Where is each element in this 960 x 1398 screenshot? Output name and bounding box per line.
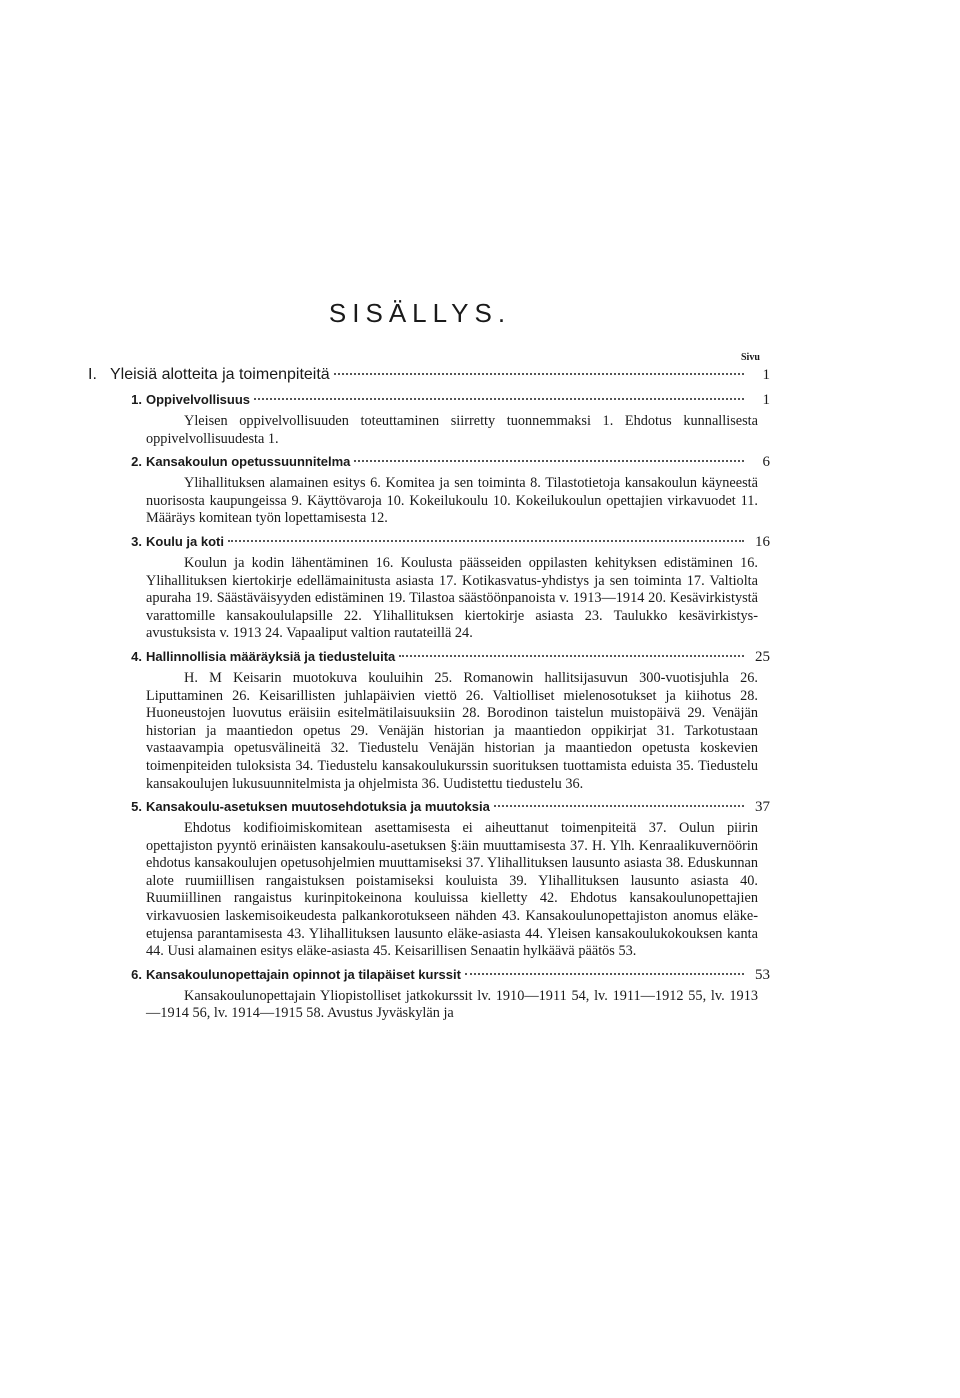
main-entry-number: I. — [88, 366, 97, 383]
section-page: 1 — [762, 392, 770, 408]
toc-main-entry — [88, 366, 770, 392]
section-description: H. M Keisarin muotokuva kouluihin 25. Romanowin hallitsijasuvun 300-vuotisjuhla 26. Liputtaminen 26. Keisarillisten juhlapäivien viettö 26. Valtiolliset mielenosotukset ja kiihotus 28. Huoneustojen luovutus eräisiin esitelmätilaisuuksiin 28. Borodinon taistelun muistopäivä 29. Venäjän historian ja maantiedon opetus 29. Venäjän historian ja maantiedon oppikirjat 31. Tarkotustaan vastaavampia opetusvälineitä 32. Tiedustelu Venäjän historian ja maantiedon opetusta koskevien toimenpiteiden tuloksista 34. Tiedustelu kansakoulukurssin suorituksen tuottamista eduista 35. Tiedustelu kansakoulujen lukusuunnitelmista ja ohjelmista 36. Uudistettu tiedustelu 36. — [146, 669, 758, 792]
toc-section-4 — [88, 649, 770, 670]
section-description: Yleisen oppivelvollisuuden toteuttaminen siirretty tuonnemmaksi 1. Ehdotus kunnallisesta oppivelvollisuudesta 1. — [146, 413, 758, 447]
section-page: 25 — [755, 648, 770, 665]
section-label: Kansakoulun opetussuunnitelma — [146, 454, 351, 470]
section-description: Kansakoulunopettajain Yliopistolliset jatkokurssit lv. 1910—1911 54, lv. 1911—1912 55, lv. 1913—1914 56, lv. 1914—1915 58. Avustus Jyväskylän ja — [146, 987, 758, 1022]
leader-dots — [254, 398, 744, 400]
toc-section-5 — [88, 799, 770, 820]
section-description: Ylihallituksen alamainen esitys 6. Komitea ja sen toiminta 8. Tilastotietoja kansakoulun käyneestä nuorisosta kaupungeissa 9. Käyttövaroja 10. Kokeilukoulu 10. Kokeilukoulun opettajien virkavuodet 11. Määräys komitean työn lopettamisesta 12. — [146, 475, 758, 527]
toc-section-6 — [88, 967, 770, 988]
leader-dots — [334, 373, 744, 375]
section-number: 4. — [131, 648, 142, 664]
toc-section-3 — [88, 534, 770, 555]
section-page: 6 — [762, 454, 770, 471]
section-label: Koulu ja koti — [146, 533, 224, 549]
section-label: Hallinnollisia määräyksiä ja tiedusteluita — [146, 648, 396, 664]
toc-section-2 — [88, 454, 770, 475]
section-label: Kansakoulu-asetuksen muutosehdotuksia ja muutoksia — [146, 799, 490, 815]
section-page: 53 — [755, 966, 770, 983]
leader-dots — [399, 655, 744, 657]
main-entry-label: Yleisiä alotteita ja toimenpiteitä — [110, 366, 330, 383]
section-number: 5. — [131, 799, 142, 815]
main-entry-page: 1 — [762, 367, 770, 383]
leader-dots — [228, 540, 744, 542]
page-column-label: Sivu — [741, 352, 760, 363]
section-number: 1. — [131, 392, 142, 407]
section-number: 3. — [131, 533, 142, 549]
leader-dots — [354, 460, 744, 462]
section-label: Oppivelvollisuus — [146, 392, 251, 407]
section-label: Kansakoulunopettajain opinnot ja tilapäiset kurssit — [146, 966, 461, 982]
section-description: Koulun ja kodin lähentäminen 16. Koulusta päässeiden oppilasten kehityksen edistäminen 16. Ylihallituksen kiertokirje edellämainitusta asiasta 17. Kotikasvatus-yhdistys ja sen toiminta 17. Valtiolta apuraha 19. Säästäväisyyden edistäminen 19. Tilastoa säästöönpanoista v. 1913—1914 20. Kesävirkistystä varattomille kansakoululapsille 22. Ylihallituksen kiertokirje asiasta 23. Taulukko kesävirkistys-avustuksista v. 1913 24. Vapaaliput valtion rautateillä 24. — [146, 554, 758, 642]
leader-dots — [465, 973, 744, 975]
section-page: 37 — [755, 799, 770, 816]
section-number: 2. — [131, 454, 142, 470]
leader-dots — [494, 805, 744, 807]
section-number: 6. — [131, 966, 142, 982]
section-description: Ehdotus kodifioimiskomitean asettamisesta ei aiheuttanut toimenpiteitä 37. Oulun piirin opettajiston pyyntö erinäisten kansakoulu-asetuksen §:äin muuttamisesta 37. H. Ylh. Kenraalikuvernöörin ehdotus kansakoulujen opetusohjelmien muuttamiseksi 37. Ylihallituksen lausunto asiasta 38. Eduskunnan alote ruumiillisen rangaistuksen poistamiseksi kouluista 39. Ylihallituksen lausunto asiasta 40. Ruumiillinen rangaistus kurinpitokeinona kouluissa kielletty 42. Ehdotus kansakoulunopettajien virkavuosien laskemisoikeudesta palkankorotukseen nähden 43. Kansakoulunopettajiston anomus eläke-etujensa parantamisesta 43. Ylihallituksen lausunto eläke-asiasta 44. Yleisen kansakoulukokouksen kanta 44. Uusi alamainen esitys eläke-asiasta 45. Keisarillisen Senaatin hylkäävä päätös 53. — [146, 820, 758, 960]
table-of-contents — [88, 366, 770, 1023]
page-title: SISÄLLYS. — [328, 298, 512, 328]
toc-section-1 — [88, 392, 770, 413]
section-page: 16 — [755, 533, 770, 550]
